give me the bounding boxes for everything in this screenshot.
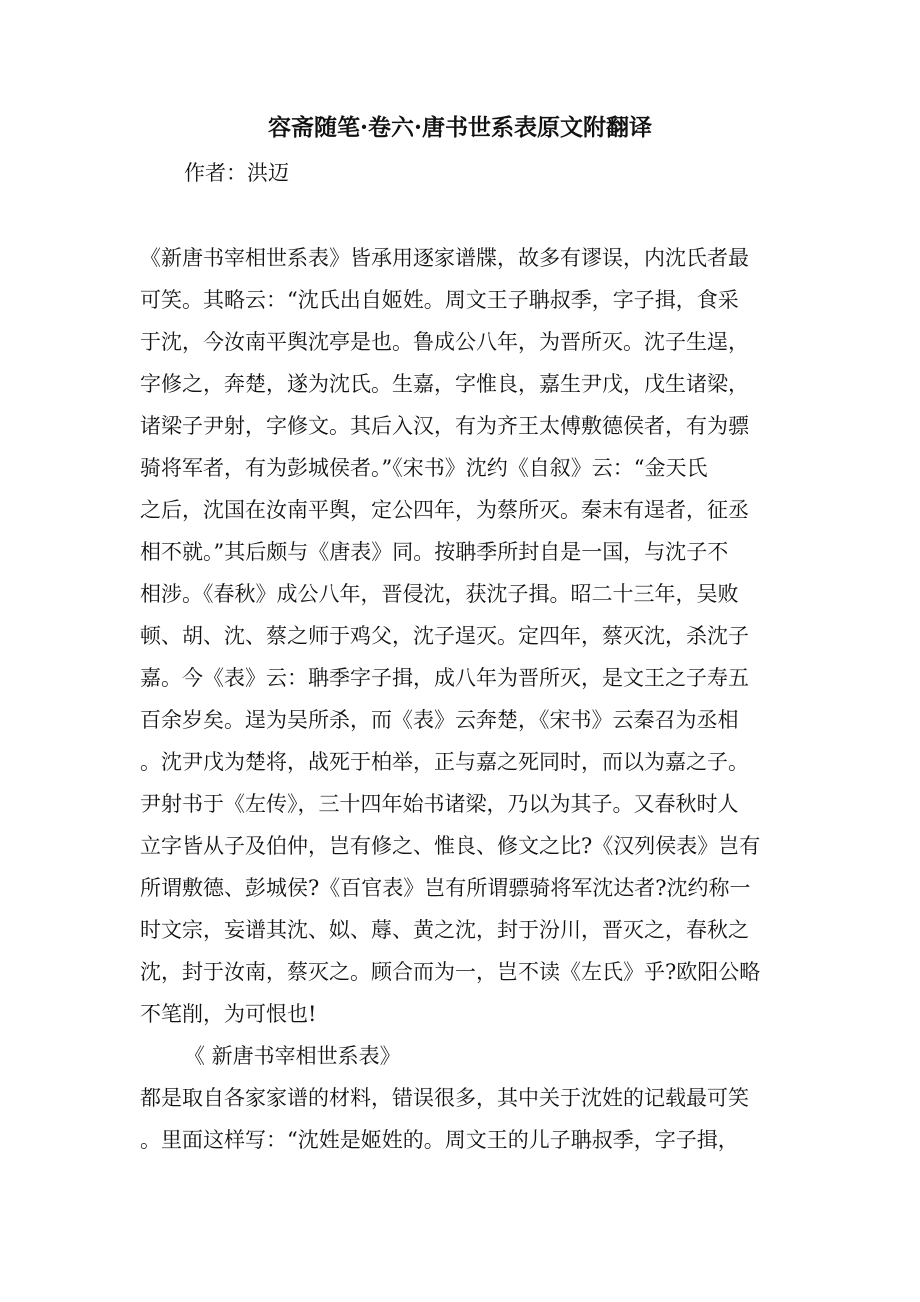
original-text-line: 骑将军者，有为彭城侯者。”《宋书》沈约《自叙》云：“金天氏 <box>140 456 708 480</box>
original-text-line: 可笑。其略云：“沈氏出自姬姓。周文王子聃叔季，字子揖，食采 <box>140 288 739 312</box>
original-text-line: 诸梁子尹射，字修文。其后入汉，有为齐王太傅敷德侯者，有为骠 <box>140 414 749 438</box>
original-text-line: 。沈尹戊为楚将，战死于柏举，正与嘉之死同时，而以为嘉之子。 <box>140 750 749 774</box>
document-title: 容斋随笔·卷六·唐书世系表原文附翻译 <box>267 114 652 141</box>
original-text-line: 尹射书于《左传》，三十四年始书诸梁，乃以为其子。又春秋时人 <box>140 792 739 816</box>
original-text-line: 不笔削，为可恨也! <box>140 1002 317 1026</box>
original-text-line: 百余岁矣。逞为吴所杀，而《表》云奔楚，《宋书》云秦召为丞相 <box>140 708 739 732</box>
original-text-line: 相涉。《春秋》成公八年，晋侵沈，获沈子揖。昭二十三年，吴败 <box>140 582 739 606</box>
translation-heading: 《 新唐书宰相世系表》 <box>184 1044 401 1068</box>
original-text-line: 《新唐书宰相世系表》皆承用逐家谱牒，故多有谬误，内沈氏者最 <box>140 246 749 270</box>
original-text-line: 所谓敷德、彭城侯?《百官表》岂有所谓骠骑将军沈达者?沈约称一 <box>140 876 751 900</box>
original-text-line: 时文宗，妄谱其沈、姒、蓐、黄之沈，封于汾川，晋灭之，春秋之 <box>140 918 749 942</box>
author-line: 作者：洪迈 <box>184 161 289 185</box>
original-text-line: 字修之，奔楚，遂为沈氏。生嘉，字惟良，嘉生尹戊，戊生诸梁， <box>140 372 749 396</box>
original-text-line: 之后，沈国在汝南平舆，定公四年，为蔡所灭。秦末有逞者，征丞 <box>140 498 749 522</box>
original-text-line: 顿、胡、沈、蔡之师于鸡父，沈子逞灭。定四年，蔡灭沈，杀沈子 <box>140 624 749 648</box>
original-text-line: 嘉。今《表》云：聃季字子揖，成八年为晋所灭，是文王之子寿五 <box>140 666 749 690</box>
original-text-line: 沈，封于汝南，蔡灭之。顾合而为一，岂不读《左氏》乎?欧阳公略 <box>140 960 761 984</box>
translation-text-line: 都是取自各家家谱的材料，错误很多，其中关于沈姓的记载最可笑 <box>140 1086 749 1110</box>
original-text-line: 相不就。”其后颇与《唐表》同。按聃季所封自是一国，与沈子不 <box>140 540 729 564</box>
translation-text-line: 。里面这样写：“沈姓是姬姓的。周文王的儿子聃叔季，字子揖， <box>140 1128 739 1152</box>
original-text-line: 立字皆从子及伯仲，岂有修之、惟良、修文之比?《汉列侯表》岂有 <box>140 834 761 858</box>
original-text-line: 于沈，今汝南平舆沈亭是也。鲁成公八年，为晋所灭。沈子生逞， <box>140 330 749 354</box>
